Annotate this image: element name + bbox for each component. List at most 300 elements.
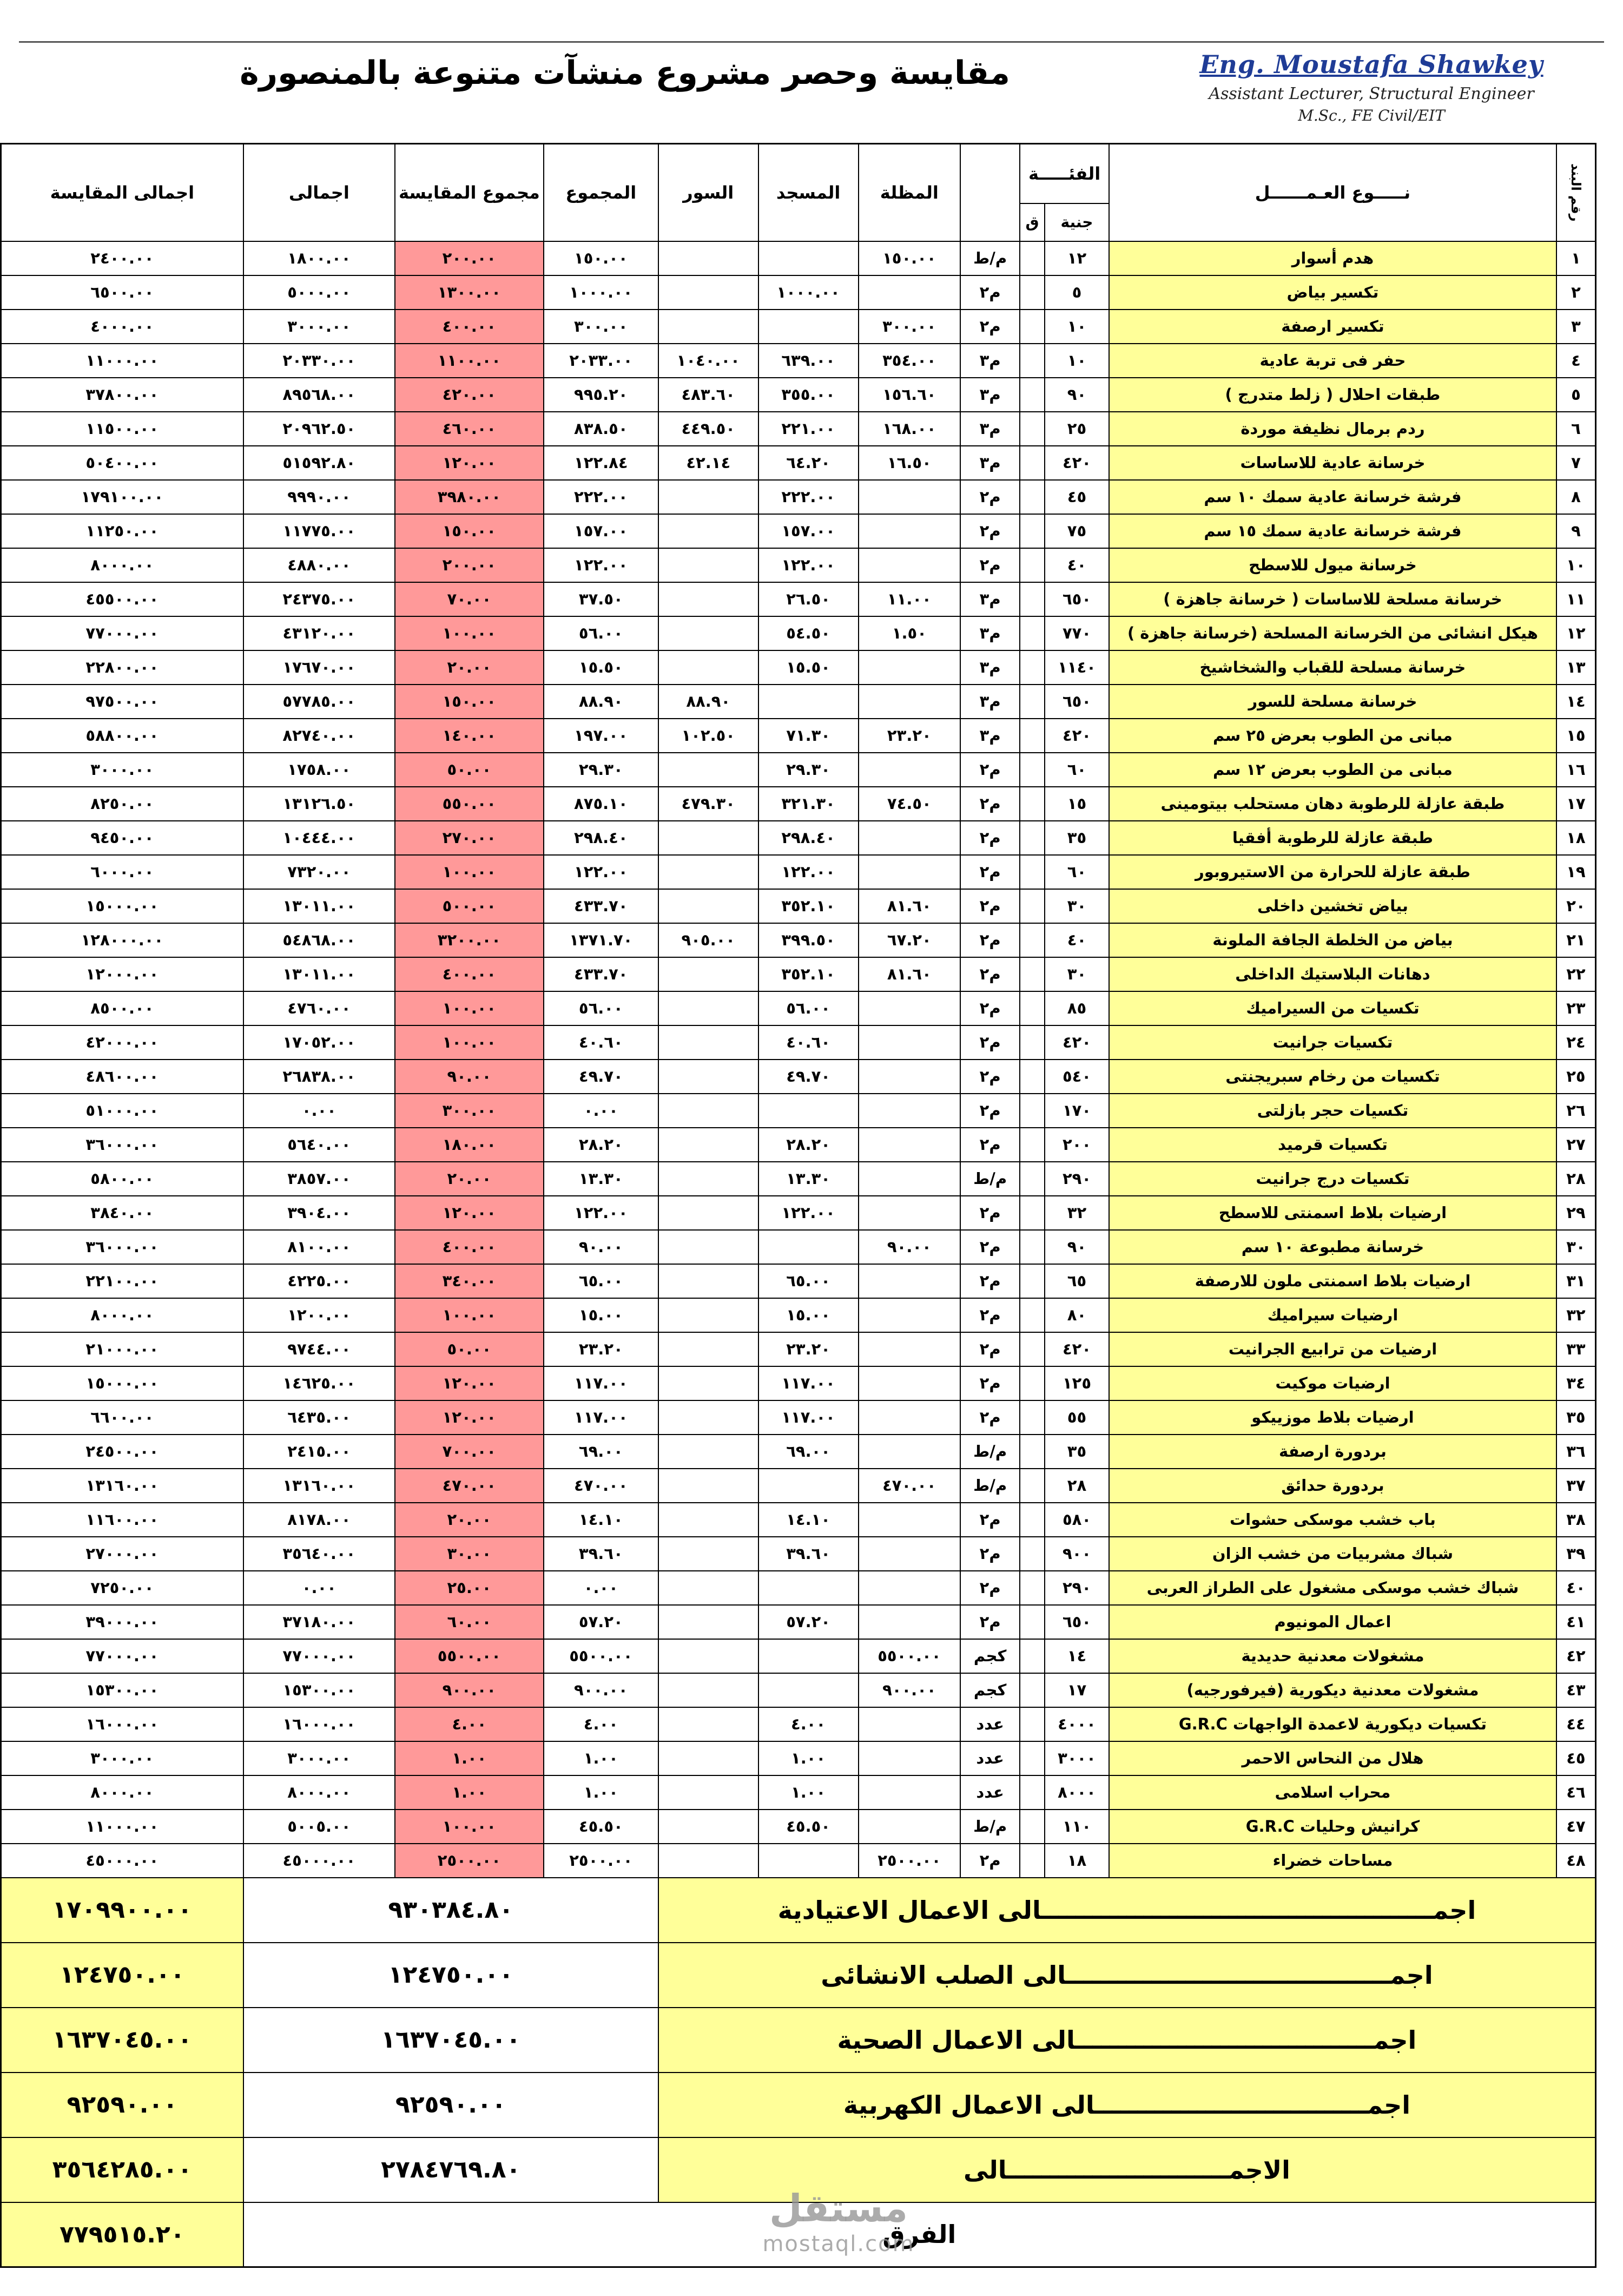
rate-piasters-cell bbox=[1020, 957, 1045, 991]
total-qty-cell: ٤٥.٥٠ bbox=[544, 1810, 658, 1844]
unit-cell: م٢ bbox=[960, 480, 1020, 514]
rate-piasters-cell bbox=[1020, 1639, 1045, 1673]
summary-label: اجمــــــــــــــــــــــــــــــــــــــالى الصلب الانشائى bbox=[658, 1943, 1596, 2008]
mosque-qty-cell bbox=[758, 1571, 859, 1605]
estimate-amount-cell: ٨٢٥٠.٠٠ bbox=[1, 787, 243, 821]
canopy-qty-cell: ٢٣.٢٠ bbox=[859, 719, 961, 753]
table-row bbox=[1, 378, 1596, 412]
work-name-cell: هدم أسوار bbox=[1109, 241, 1556, 275]
table-row bbox=[1, 275, 1596, 310]
canopy-qty-cell bbox=[859, 1128, 961, 1162]
rate-pounds-cell: ٩٠٠ bbox=[1045, 1537, 1109, 1571]
table-row bbox=[1, 787, 1596, 821]
fence-qty-cell bbox=[658, 1230, 758, 1264]
engineer-name: Eng. Moustafa Shawkey bbox=[1199, 50, 1543, 79]
item-number-cell: ٥ bbox=[1556, 378, 1596, 412]
canopy-qty-cell bbox=[859, 1298, 961, 1332]
total-qty-cell: ١٩٧.٠٠ bbox=[544, 719, 658, 753]
unit-cell: م٢ bbox=[960, 753, 1020, 787]
work-name-cell: خرسانة مسلحة للسور bbox=[1109, 685, 1556, 719]
summary-row bbox=[1, 2008, 1596, 2073]
total-qty-cell: ١١٧.٠٠ bbox=[544, 1400, 658, 1435]
rate-piasters-cell bbox=[1020, 1435, 1045, 1469]
unit-cell: م٢ bbox=[960, 821, 1020, 855]
col-header-work: نـــــوع العـمــــــل bbox=[1109, 144, 1556, 241]
table-row bbox=[1, 1196, 1596, 1230]
rate-pounds-cell: ٣٠ bbox=[1045, 957, 1109, 991]
rate-piasters-cell bbox=[1020, 923, 1045, 957]
item-number-cell: ٤٠ bbox=[1556, 1571, 1596, 1605]
rate-pounds-cell: ٧٧٠ bbox=[1045, 616, 1109, 650]
rate-piasters-cell bbox=[1020, 650, 1045, 685]
canopy-qty-cell: ٧٤.٥٠ bbox=[859, 787, 961, 821]
rate-piasters-cell bbox=[1020, 1162, 1045, 1196]
estimate-qty-cell: ٢٠.٠٠ bbox=[395, 1162, 544, 1196]
canopy-qty-cell bbox=[859, 1332, 961, 1366]
rate-pounds-cell: ٣٠ bbox=[1045, 889, 1109, 923]
total-qty-cell: ١٥٠.٠٠ bbox=[544, 241, 658, 275]
item-number-cell: ٢٣ bbox=[1556, 991, 1596, 1025]
work-name-cell: تكسيات ديكورية لاعمدة الواجهات G.R.C bbox=[1109, 1707, 1556, 1741]
summary-estimate-value: ٩٢٥٩٠.٠٠ bbox=[1, 2073, 243, 2137]
mosque-qty-cell: ٦٣٩.٠٠ bbox=[758, 344, 859, 378]
unit-cell: م٣ bbox=[960, 650, 1020, 685]
work-name-cell: ارضيات من ترابيع الجرانيت bbox=[1109, 1332, 1556, 1366]
estimate-amount-cell: ١٥٣٠٠.٠٠ bbox=[1, 1673, 243, 1707]
top-divider bbox=[19, 41, 1604, 43]
rate-piasters-cell bbox=[1020, 821, 1045, 855]
col-header-estimate-total: مجموع المقايسة bbox=[395, 144, 544, 241]
fence-qty-cell bbox=[658, 821, 758, 855]
fence-qty-cell bbox=[658, 650, 758, 685]
item-number-cell: ٣٦ bbox=[1556, 1435, 1596, 1469]
rate-piasters-cell bbox=[1020, 1775, 1045, 1810]
estimate-amount-cell: ٢٤٠٠.٠٠ bbox=[1, 241, 243, 275]
unit-cell: م٢ bbox=[960, 957, 1020, 991]
estimate-qty-cell: ١٠٠.٠٠ bbox=[395, 1025, 544, 1060]
rate-piasters-cell bbox=[1020, 1673, 1045, 1707]
total-qty-cell: ٨٣٨.٥٠ bbox=[544, 412, 658, 446]
estimate-amount-cell: ١١٦٠٠.٠٠ bbox=[1, 1503, 243, 1537]
work-name-cell: تكسير بياض bbox=[1109, 275, 1556, 310]
estimate-qty-cell: ٥٠.٠٠ bbox=[395, 753, 544, 787]
item-number-cell: ٢١ bbox=[1556, 923, 1596, 957]
total-amount-cell: ٢٤١٥.٠٠ bbox=[243, 1435, 395, 1469]
mosque-qty-cell: ٥٧.٢٠ bbox=[758, 1605, 859, 1639]
fence-qty-cell: ٤٧٩.٣٠ bbox=[658, 787, 758, 821]
item-number-cell: ١٢ bbox=[1556, 616, 1596, 650]
rate-pounds-cell: ٤٠ bbox=[1045, 923, 1109, 957]
total-qty-cell: ٥٦.٠٠ bbox=[544, 991, 658, 1025]
total-amount-cell: ٥٦٤٠.٠٠ bbox=[243, 1128, 395, 1162]
mosque-qty-cell: ١٥٧.٠٠ bbox=[758, 514, 859, 548]
estimate-qty-cell: ٢٠٠.٠٠ bbox=[395, 548, 544, 582]
work-name-cell: تكسيات جرانيت bbox=[1109, 1025, 1556, 1060]
estimate-qty-cell: ١.٠٠ bbox=[395, 1775, 544, 1810]
col-header-fence: السور bbox=[658, 144, 758, 241]
item-number-cell: ٢٩ bbox=[1556, 1196, 1596, 1230]
estimate-amount-cell: ٣٨٤٠.٠٠ bbox=[1, 1196, 243, 1230]
work-name-cell: بردورة ارصفة bbox=[1109, 1435, 1556, 1469]
summary-actual-value: ١٢٤٧٥٠.٠٠ bbox=[243, 1943, 658, 2008]
estimate-qty-cell: ٤٠٠.٠٠ bbox=[395, 1230, 544, 1264]
rate-pounds-cell: ٤٥ bbox=[1045, 480, 1109, 514]
rate-pounds-cell: ٢٨ bbox=[1045, 1469, 1109, 1503]
table-row bbox=[1, 1571, 1596, 1605]
col-header-mosque: المسجد bbox=[758, 144, 859, 241]
rate-piasters-cell bbox=[1020, 616, 1045, 650]
table-row bbox=[1, 821, 1596, 855]
estimate-qty-cell: ٤٠٠.٠٠ bbox=[395, 957, 544, 991]
rate-pounds-cell: ٣٢ bbox=[1045, 1196, 1109, 1230]
fence-qty-cell bbox=[658, 1298, 758, 1332]
table-row bbox=[1, 889, 1596, 923]
work-name-cell: تكسير ارصفة bbox=[1109, 310, 1556, 344]
rate-pounds-cell: ١٠ bbox=[1045, 344, 1109, 378]
rate-piasters-cell bbox=[1020, 514, 1045, 548]
rate-piasters-cell bbox=[1020, 412, 1045, 446]
total-amount-cell: ٤٧٦٠.٠٠ bbox=[243, 991, 395, 1025]
rate-piasters-cell bbox=[1020, 1196, 1045, 1230]
rate-pounds-cell: ٤٢٠ bbox=[1045, 1332, 1109, 1366]
estimate-amount-cell: ٥٨٨٠٠.٠٠ bbox=[1, 719, 243, 753]
mosque-qty-cell: ١٥.٥٠ bbox=[758, 650, 859, 685]
estimate-qty-cell: ٥٠٠.٠٠ bbox=[395, 889, 544, 923]
canopy-qty-cell bbox=[859, 753, 961, 787]
estimate-amount-cell: ١٣١٦٠.٠٠ bbox=[1, 1469, 243, 1503]
rate-piasters-cell bbox=[1020, 275, 1045, 310]
estimate-amount-cell: ٣٩٠٠٠.٠٠ bbox=[1, 1605, 243, 1639]
canopy-qty-cell bbox=[859, 1503, 961, 1537]
mosque-qty-cell: ٢٩.٣٠ bbox=[758, 753, 859, 787]
engineer-title: Assistant Lecturer, Structural Engineer bbox=[1209, 84, 1534, 103]
mosque-qty-cell bbox=[758, 1230, 859, 1264]
item-number-cell: ٩ bbox=[1556, 514, 1596, 548]
total-amount-cell: ٣٥٦٤٠.٠٠ bbox=[243, 1537, 395, 1571]
total-qty-cell: ١٥.٥٠ bbox=[544, 650, 658, 685]
estimate-qty-cell: ١٥٠.٠٠ bbox=[395, 514, 544, 548]
mosque-qty-cell: ٢٦.٥٠ bbox=[758, 582, 859, 616]
rate-pounds-cell: ٦٥٠ bbox=[1045, 685, 1109, 719]
rate-pounds-cell: ٦٠ bbox=[1045, 855, 1109, 889]
estimate-amount-cell: ٥٠٤٠٠.٠٠ bbox=[1, 446, 243, 480]
canopy-qty-cell bbox=[859, 1060, 961, 1094]
work-name-cell: خرسانة مسلحة للقباب والشخاشيخ bbox=[1109, 650, 1556, 685]
unit-cell: م٢ bbox=[960, 855, 1020, 889]
fence-qty-cell bbox=[658, 582, 758, 616]
summary-label: اجمــــــــــــــــــــــــــــــــــــــــــــــالى الاعمال الاعتيادية bbox=[658, 1878, 1596, 1943]
fence-qty-cell bbox=[658, 1400, 758, 1435]
rate-piasters-cell bbox=[1020, 1707, 1045, 1741]
table-row bbox=[1, 650, 1596, 685]
rate-piasters-cell bbox=[1020, 1298, 1045, 1332]
table-row bbox=[1, 548, 1596, 582]
summary-actual-value: ٢٧٨٤٧٦٩.٨٠ bbox=[243, 2137, 658, 2202]
rate-piasters-cell bbox=[1020, 241, 1045, 275]
work-name-cell: فرشة خرسانة عادية سمك ١٠ سم bbox=[1109, 480, 1556, 514]
work-name-cell: محراب اسلامى bbox=[1109, 1775, 1556, 1810]
total-qty-cell: ١٢٢.٠٠ bbox=[544, 855, 658, 889]
table-row bbox=[1, 582, 1596, 616]
mosque-qty-cell bbox=[758, 310, 859, 344]
unit-cell: م٢ bbox=[960, 548, 1020, 582]
unit-cell: م٢ bbox=[960, 1298, 1020, 1332]
item-number-cell: ٢٦ bbox=[1556, 1094, 1596, 1128]
rate-pounds-cell: ٢٩٠ bbox=[1045, 1571, 1109, 1605]
rate-pounds-cell: ٥٥ bbox=[1045, 1400, 1109, 1435]
total-amount-cell: ٩٧٤٤.٠٠ bbox=[243, 1332, 395, 1366]
item-number-cell: ١ bbox=[1556, 241, 1596, 275]
estimate-qty-cell: ٧٠.٠٠ bbox=[395, 582, 544, 616]
rate-piasters-cell bbox=[1020, 1571, 1045, 1605]
total-amount-cell: ٨١٠٠.٠٠ bbox=[243, 1230, 395, 1264]
col-header-piasters: ق bbox=[1020, 203, 1045, 241]
fence-qty-cell bbox=[658, 1741, 758, 1775]
estimate-amount-cell: ١٢٠٠٠.٠٠ bbox=[1, 957, 243, 991]
unit-cell: كجم bbox=[960, 1673, 1020, 1707]
rate-pounds-cell: ٥٤٠ bbox=[1045, 1060, 1109, 1094]
total-qty-cell: ٢٢٢.٠٠ bbox=[544, 480, 658, 514]
table-row bbox=[1, 1366, 1596, 1400]
unit-cell: م٢ bbox=[960, 889, 1020, 923]
item-number-cell: ٤٢ bbox=[1556, 1639, 1596, 1673]
canopy-qty-cell bbox=[859, 1810, 961, 1844]
page-title: مقايسة وحصر مشروع منشآت متنوعة بالمنصورة bbox=[240, 54, 1010, 92]
mosque-qty-cell: ٣٢١.٣٠ bbox=[758, 787, 859, 821]
canopy-qty-cell: ١.٥٠ bbox=[859, 616, 961, 650]
total-qty-cell: ١٠٠٠.٠٠ bbox=[544, 275, 658, 310]
estimate-qty-cell: ٢٥.٠٠ bbox=[395, 1571, 544, 1605]
mosque-qty-cell: ١١٧.٠٠ bbox=[758, 1366, 859, 1400]
fence-qty-cell bbox=[658, 616, 758, 650]
rate-pounds-cell: ٦٠ bbox=[1045, 753, 1109, 787]
fence-qty-cell bbox=[658, 1196, 758, 1230]
rate-pounds-cell: ١٥ bbox=[1045, 787, 1109, 821]
estimate-qty-cell: ١.٠٠ bbox=[395, 1741, 544, 1775]
table-row bbox=[1, 1435, 1596, 1469]
total-amount-cell: ١٦٠٠٠.٠٠ bbox=[243, 1707, 395, 1741]
rate-pounds-cell: ٣٥ bbox=[1045, 821, 1109, 855]
total-qty-cell: ١.٠٠ bbox=[544, 1775, 658, 1810]
work-name-cell: طبقة عازلة للرطوبة دهان مستحلب بيتومينى bbox=[1109, 787, 1556, 821]
estimate-amount-cell: ١٢٨٠٠٠.٠٠ bbox=[1, 923, 243, 957]
total-amount-cell: ٨٢٧٤٠.٠٠ bbox=[243, 719, 395, 753]
col-header-total: المجموع bbox=[544, 144, 658, 241]
mosque-qty-cell: ٥٤.٥٠ bbox=[758, 616, 859, 650]
unit-cell: م٢ bbox=[960, 275, 1020, 310]
summary-label: اجمـــــــــــــــــــــــــــــــــــالى الاعمال الصحية bbox=[658, 2008, 1596, 2073]
total-qty-cell: ٢٥٠٠.٠٠ bbox=[544, 1844, 658, 1878]
estimate-qty-cell: ٧٠٠.٠٠ bbox=[395, 1435, 544, 1469]
work-name-cell: تكسيات من السيراميك bbox=[1109, 991, 1556, 1025]
work-name-cell: ارضيات بلاط اسمنتى للاسطح bbox=[1109, 1196, 1556, 1230]
estimate-qty-cell: ٢٠.٠٠ bbox=[395, 1503, 544, 1537]
estimate-qty-cell: ٤٧٠.٠٠ bbox=[395, 1469, 544, 1503]
unit-cell: عدد bbox=[960, 1741, 1020, 1775]
estimate-amount-cell: ١١٢٥٠.٠٠ bbox=[1, 514, 243, 548]
estimate-amount-cell: ٤٥٥٠٠.٠٠ bbox=[1, 582, 243, 616]
work-name-cell: خرسانة مسلحة للاساسات ( خرسانة جاهزة ) bbox=[1109, 582, 1556, 616]
col-header-estimate-amount: اجمالى المقايسة bbox=[1, 144, 243, 241]
fence-qty-cell bbox=[658, 1503, 758, 1537]
estimate-amount-cell: ٤٢٠٠٠.٠٠ bbox=[1, 1025, 243, 1060]
work-name-cell: باب خشب موسكى حشوات bbox=[1109, 1503, 1556, 1537]
unit-cell: م/ط bbox=[960, 1435, 1020, 1469]
canopy-qty-cell: ٩٠٠.٠٠ bbox=[859, 1673, 961, 1707]
estimate-qty-cell: ٥٥٠.٠٠ bbox=[395, 787, 544, 821]
item-number-cell: ١٩ bbox=[1556, 855, 1596, 889]
estimate-amount-cell: ٩٤٥٠.٠٠ bbox=[1, 821, 243, 855]
mosque-qty-cell: ١.٠٠ bbox=[758, 1741, 859, 1775]
estimate-qty-cell: ١٢٠.٠٠ bbox=[395, 446, 544, 480]
work-name-cell: طبقة عازلة للحرارة من الاستيروبور bbox=[1109, 855, 1556, 889]
table-row bbox=[1, 1094, 1596, 1128]
summary-row bbox=[1, 2202, 1596, 2267]
fence-qty-cell bbox=[658, 1094, 758, 1128]
fence-qty-cell bbox=[658, 1366, 758, 1400]
unit-cell: عدد bbox=[960, 1707, 1020, 1741]
work-name-cell: تكسيات من رخام سبريجنتى bbox=[1109, 1060, 1556, 1094]
table-row bbox=[1, 1128, 1596, 1162]
estimate-qty-cell: ١٢٠.٠٠ bbox=[395, 1196, 544, 1230]
fence-qty-cell: ٤٢.١٤ bbox=[658, 446, 758, 480]
canopy-qty-cell bbox=[859, 1605, 961, 1639]
estimate-amount-cell: ٢٧٠٠٠.٠٠ bbox=[1, 1537, 243, 1571]
canopy-qty-cell bbox=[859, 1264, 961, 1298]
total-amount-cell: ٩٩٩٠.٠٠ bbox=[243, 480, 395, 514]
rate-pounds-cell: ١٧ bbox=[1045, 1673, 1109, 1707]
total-amount-cell: ١٧٠٥٢.٠٠ bbox=[243, 1025, 395, 1060]
fence-qty-cell bbox=[658, 1162, 758, 1196]
unit-cell: م٢ bbox=[960, 1332, 1020, 1366]
table-row bbox=[1, 446, 1596, 480]
col-header-unit bbox=[960, 144, 1020, 241]
summary-estimate-value: ١٦٣٧٠٤٥.٠٠ bbox=[1, 2008, 243, 2073]
work-name-cell: هيكل انشائى من الخرسانة المسلحة (خرسانة جاهزة ) bbox=[1109, 616, 1556, 650]
table-row bbox=[1, 1639, 1596, 1673]
total-amount-cell: ١٨٠٠.٠٠ bbox=[243, 241, 395, 275]
total-amount-cell: ١٧٦٧٠.٠٠ bbox=[243, 650, 395, 685]
fence-qty-cell bbox=[658, 548, 758, 582]
table-row bbox=[1, 241, 1596, 275]
fence-qty-cell bbox=[658, 1025, 758, 1060]
rate-pounds-cell: ٢٠٠ bbox=[1045, 1128, 1109, 1162]
work-name-cell: فرشة خرسانة عادية سمك ١٥ سم bbox=[1109, 514, 1556, 548]
total-qty-cell: ٥٦.٠٠ bbox=[544, 616, 658, 650]
fence-qty-cell bbox=[658, 753, 758, 787]
canopy-qty-cell bbox=[859, 1741, 961, 1775]
estimate-qty-cell: ١٠٠.٠٠ bbox=[395, 855, 544, 889]
item-number-cell: ٢ bbox=[1556, 275, 1596, 310]
mosque-qty-cell bbox=[758, 1673, 859, 1707]
fence-qty-cell bbox=[658, 1673, 758, 1707]
rate-piasters-cell bbox=[1020, 1094, 1045, 1128]
estimate-amount-cell: ١٥٠٠٠.٠٠ bbox=[1, 1366, 243, 1400]
table-header bbox=[1, 144, 1596, 241]
mosque-qty-cell bbox=[758, 1094, 859, 1128]
unit-cell: م٣ bbox=[960, 719, 1020, 753]
fence-qty-cell bbox=[658, 1775, 758, 1810]
total-amount-cell: ١٣١٢٦.٥٠ bbox=[243, 787, 395, 821]
item-number-cell: ٣ bbox=[1556, 310, 1596, 344]
rate-pounds-cell: ٣٠٠٠ bbox=[1045, 1741, 1109, 1775]
unit-cell: م٢ bbox=[960, 923, 1020, 957]
estimate-amount-cell: ٣٠٠٠.٠٠ bbox=[1, 753, 243, 787]
estimate-amount-cell: ١٥٠٠٠.٠٠ bbox=[1, 889, 243, 923]
canopy-qty-cell: ٥٥٠٠.٠٠ bbox=[859, 1639, 961, 1673]
rate-pounds-cell: ٦٥٠ bbox=[1045, 1605, 1109, 1639]
mosque-qty-cell: ١.٠٠ bbox=[758, 1775, 859, 1810]
unit-cell: عدد bbox=[960, 1775, 1020, 1810]
mosque-qty-cell bbox=[758, 241, 859, 275]
estimate-qty-cell: ٤٢٠.٠٠ bbox=[395, 378, 544, 412]
estimate-amount-cell: ٤٨٦٠٠.٠٠ bbox=[1, 1060, 243, 1094]
rate-pounds-cell: ٥٨٠ bbox=[1045, 1503, 1109, 1537]
item-number-cell: ١٥ bbox=[1556, 719, 1596, 753]
mosque-qty-cell: ٢٨.٢٠ bbox=[758, 1128, 859, 1162]
unit-cell: م٢ bbox=[960, 1605, 1020, 1639]
total-amount-cell: ٣٠٠٠.٠٠ bbox=[243, 310, 395, 344]
estimate-qty-cell: ٤.٠٠ bbox=[395, 1707, 544, 1741]
item-number-cell: ١٠ bbox=[1556, 548, 1596, 582]
rate-piasters-cell bbox=[1020, 582, 1045, 616]
canopy-qty-cell: ١٥٦.٦٠ bbox=[859, 378, 961, 412]
rate-piasters-cell bbox=[1020, 344, 1045, 378]
mosque-qty-cell: ١٤.١٠ bbox=[758, 1503, 859, 1537]
fence-qty-cell bbox=[658, 1332, 758, 1366]
item-number-cell: ٦ bbox=[1556, 412, 1596, 446]
col-header-item-no bbox=[1556, 144, 1596, 241]
rate-pounds-cell: ١٢٥ bbox=[1045, 1366, 1109, 1400]
canopy-qty-cell: ٨١.٦٠ bbox=[859, 957, 961, 991]
total-qty-cell: ١١٧.٠٠ bbox=[544, 1366, 658, 1400]
total-amount-cell: ١٣٠١١.٠٠ bbox=[243, 957, 395, 991]
total-qty-cell: ٥٥٠٠.٠٠ bbox=[544, 1639, 658, 1673]
estimate-amount-cell: ٥١٠٠٠.٠٠ bbox=[1, 1094, 243, 1128]
rate-pounds-cell: ٣٥ bbox=[1045, 1435, 1109, 1469]
total-qty-cell: ٤.٠٠ bbox=[544, 1707, 658, 1741]
fence-qty-cell: ٤٨٣.٦٠ bbox=[658, 378, 758, 412]
estimate-qty-cell: ٥٠.٠٠ bbox=[395, 1332, 544, 1366]
total-amount-cell: ٥٠٠٠.٠٠ bbox=[243, 275, 395, 310]
rate-piasters-cell bbox=[1020, 1366, 1045, 1400]
item-number-cell: ١٤ bbox=[1556, 685, 1596, 719]
work-name-cell: تكسيات قرميد bbox=[1109, 1128, 1556, 1162]
estimate-qty-cell: ٣٠.٠٠ bbox=[395, 1537, 544, 1571]
rate-pounds-cell: ٢٩٠ bbox=[1045, 1162, 1109, 1196]
work-name-cell: خرسانة ميول للاسطح bbox=[1109, 548, 1556, 582]
fence-qty-cell bbox=[658, 991, 758, 1025]
canopy-qty-cell: ٣٠٠.٠٠ bbox=[859, 310, 961, 344]
item-number-cell: ٣٩ bbox=[1556, 1537, 1596, 1571]
table-row bbox=[1, 1537, 1596, 1571]
work-name-cell: حفر فى تربة عادية bbox=[1109, 344, 1556, 378]
total-amount-cell: ٥٤٨٦٨.٠٠ bbox=[243, 923, 395, 957]
summary-estimate-value: ٣٥٦٤٢٨٥.٠٠ bbox=[1, 2137, 243, 2202]
total-qty-cell: ٨٨.٩٠ bbox=[544, 685, 658, 719]
unit-cell: م/ط bbox=[960, 1810, 1020, 1844]
mosque-qty-cell: ٦٤.٢٠ bbox=[758, 446, 859, 480]
summary-body bbox=[1, 1878, 1596, 2267]
rate-piasters-cell bbox=[1020, 310, 1045, 344]
total-amount-cell: ٠.٠٠ bbox=[243, 1571, 395, 1605]
rate-piasters-cell bbox=[1020, 889, 1045, 923]
total-amount-cell: ١٥٣٠٠.٠٠ bbox=[243, 1673, 395, 1707]
estimate-amount-cell: ١١٠٠٠.٠٠ bbox=[1, 1810, 243, 1844]
total-qty-cell: ١٢٢.٠٠ bbox=[544, 1196, 658, 1230]
canopy-qty-cell: ٢٥٠٠.٠٠ bbox=[859, 1844, 961, 1878]
unit-cell: م٢ bbox=[960, 1537, 1020, 1571]
